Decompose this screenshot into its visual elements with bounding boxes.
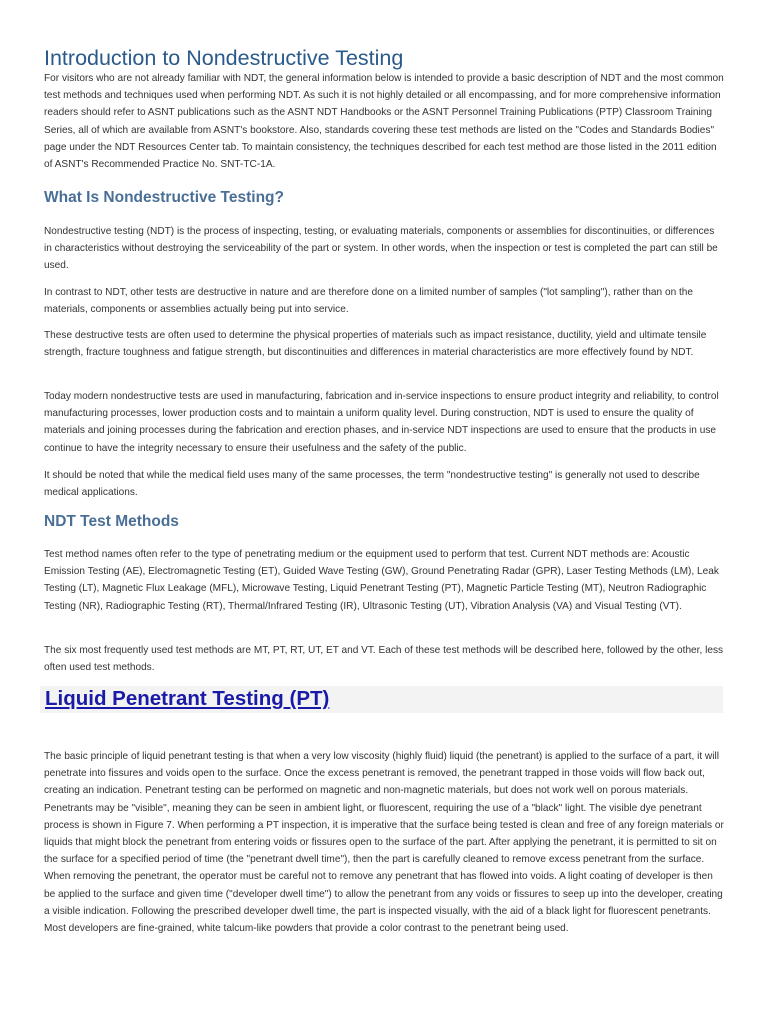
paragraph-pt-principle: The basic principle of liquid penetrant testing is that when a very low viscosity (highly fluid) liquid (the penetrant) is applied to the surface of a part, it will penetrate into fissures and voids open to the surface. Once the excess penetrant is removed, the penetrant trapped in those voids will flow back out, creating an indication. Penetrant testing can be performed on magnetic and non-magnetic materials, but does not work well on porous materials. Penetrants may be "visible", meaning they can be seen in ambient light, or fluorescent, requiring the use of a "black" light. The visible dye penetrant process is shown in Figure 7. When performing a PT inspection, it is imperative that the surface being tested is clean and free of any foreign materials or liquids that might block the penetrant from entering voids or fissures open to the surface of the part. After applying the penetrant, it is permitted to sit on the surface for a specified period of time (the "penetrant dwell time"), then the part is carefully cleaned to remove excess penetrant from the surface. When removing the penetrant, the operator must be careful not to remove any penetrant that has flowed into voids. A light coating of developer is then be applied to the surface and given time ("developer dwell time") to allow the penetrant from any voids or fissures to seep up into the developer, creating a visible indication. Following the prescribed developer dwell time, the part is inspected visually, with the aid of a black light for fluorescent penetrants. Most developers are fine-grained, white talcum-like powders that provide a color contrast to the penetrant being used. bbox=[44, 751, 724, 935]
section-heading-what-is-ndt: What Is Nondestructive Testing? bbox=[44, 189, 284, 206]
paragraph-six-methods: The six most frequently used test methods are MT, PT, RT, UT, ET and VT. Each of these test methods will be described here, followed by the other, less often used test methods. bbox=[44, 645, 724, 674]
paragraph-modern-ndt: Today modern nondestructive tests are used in manufacturing, fabrication and in-service inspections to ensure product integrity and reliability, to control manufacturing processes, lower production costs and to maintain a uniform quality level. During construction, NDT is used to ensure the quality of materials and joining processes during the fabrication and erection phases, and in-service NDT inspections are used to ensure that the products in use continue to have the integrity necessary to ensure their usefulness and the safety of the public. bbox=[44, 391, 719, 454]
section-heading-ndt-test-methods: NDT Test Methods bbox=[44, 513, 179, 530]
paragraph-medical-note: It should be noted that while the medical field uses many of the same processes, the term "nondestructive testing" is generally not used to describe medical applications. bbox=[44, 470, 700, 499]
liquid-penetrant-testing-link[interactable]: Liquid Penetrant Testing (PT) bbox=[45, 687, 330, 710]
paragraph-ndt-definition: Nondestructive testing (NDT) is the process of inspecting, testing, or evaluating materials, components or assemblies for discontinuities, or differences in characteristics without destroying the serviceability of the part or system. In other words, when the inspection or test is completed the part can still be used. bbox=[44, 226, 718, 272]
paragraph-destructive-uses: These destructive tests are often used to determine the physical properties of materials such as impact resistance, ductility, yield and ultimate tensile strength, fracture toughness and fatigue strength, but discontinuities and differences in material characteristics are more effectively found by NDT. bbox=[44, 330, 707, 359]
page-title: Introduction to Nondestructive Testing bbox=[44, 46, 404, 70]
paragraph-method-names: Test method names often refer to the type of penetrating medium or the equipment used to perform that test. Current NDT methods are: Acoustic Emission Testing (AE), Electromagnetic Testing (ET), Guided Wave Testing (GW), Ground Penetrating Radar (GPR), Laser Testing Methods (LM), Leak Testing (LT), Magnetic Flux Leakage (MFL), Microwave Testing, Liquid Penetrant Testing (PT), Magnetic Particle Testing (MT), Neutron Radiographic Testing (NR), Radiographic Testing (RT), Thermal/Infrared Testing (IR), Ultrasonic Testing (UT), Vibration Analysis (VA) and Visual Testing (VT). bbox=[44, 549, 719, 612]
paragraph-destructive-contrast: In contrast to NDT, other tests are destructive in nature and are therefore done on a limited number of samples ("lot sampling"), rather than on the materials, components or assemblies actually being put into service. bbox=[44, 287, 694, 316]
intro-paragraph: For visitors who are not already familiar with NDT, the general information below is intended to provide a basic description of NDT and the most common test methods and techniques used when performing NDT. As such it is not highly detailed or all encompassing, and for more comprehensive information readers should refer to ASNT publications such as the ASNT NDT Handbooks or the ASNT Personnel Training Publications (PTP) Classroom Training Series, all of which are available from ASNT's bookstore. Also, standards covering these test methods are listed on the "Codes and Standards Bodies" page under the NDT Resources Center tab. To maintain consistency, the techniques described for each test method are those listed in the 2011 edition of ASNT's Recommended Practice No. SNT-TC-1A. bbox=[44, 73, 724, 171]
